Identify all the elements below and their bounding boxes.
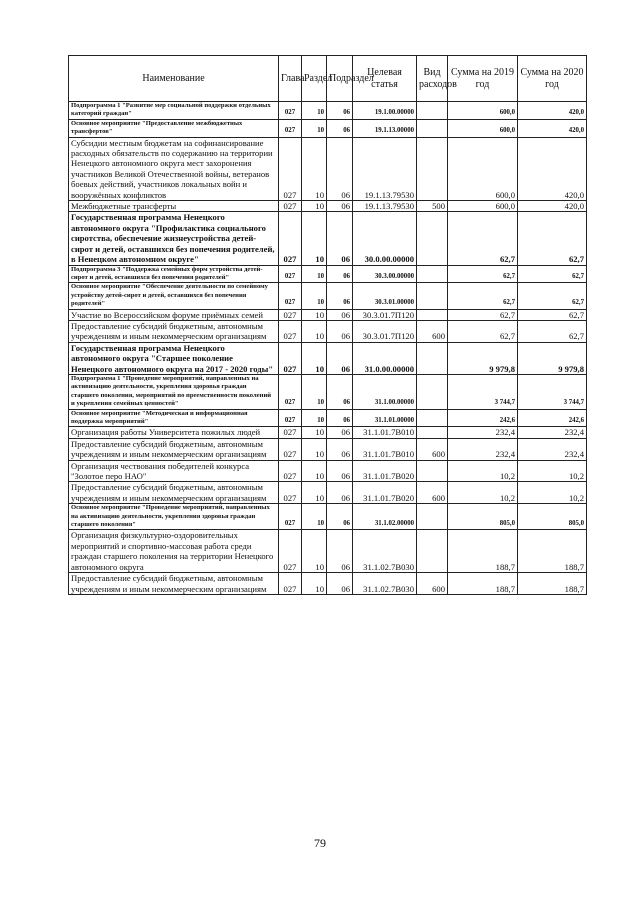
cell-name: Основное мероприятие "Проведение мероприятий, направленных на активизацию деятельности, укрепления здоровья граждан старшего поколения" [69,504,279,530]
table-row [69,320,587,342]
cell-sum2020: 232,4 [518,427,587,438]
cell-podrazdel: 06 [327,342,353,374]
cell-sum2019: 10,2 [448,482,518,504]
cell-podrazdel: 06 [327,212,353,265]
cell-podrazdel: 06 [327,309,353,320]
table-row [69,137,587,200]
cell-podrazdel: 06 [327,201,353,212]
cell-razdel: 10 [302,320,327,342]
cell-razdel: 10 [302,482,327,504]
cell-glava: 027 [279,530,302,573]
cell-podrazdel: 06 [327,119,353,137]
cell-target: 19.1.13.79530 [353,201,417,212]
cell-glava: 027 [279,573,302,595]
cell-target: 30.3.01.00000 [353,283,417,309]
cell-glava: 027 [279,460,302,482]
cell-sum2019: 600,0 [448,201,518,212]
cell-name: Предоставление субсидий бюджетным, автономным учреждениям и иным некоммерческим организациям [69,320,279,342]
cell-sum2019: 600,0 [448,119,518,137]
table-row [69,119,587,137]
cell-glava: 027 [279,409,302,427]
cell-podrazdel: 06 [327,438,353,460]
table-row [69,409,587,427]
cell-sum2020: 188,7 [518,530,587,573]
cell-name: Межбюджетные трансферты [69,201,279,212]
cell-glava: 027 [279,438,302,460]
cell-sum2020: 242,6 [518,409,587,427]
cell-vid: 600 [417,320,448,342]
table-row [69,342,587,374]
cell-razdel: 10 [302,573,327,595]
cell-glava: 027 [279,102,302,120]
cell-vid [417,102,448,120]
cell-glava: 027 [279,309,302,320]
cell-sum2019: 600,0 [448,137,518,200]
table-row [69,504,587,530]
cell-vid [417,460,448,482]
cell-target: 31.1.02.7В030 [353,573,417,595]
cell-podrazdel: 06 [327,320,353,342]
cell-podrazdel: 06 [327,137,353,200]
table-row [69,212,587,265]
cell-name: Предоставление субсидий бюджетным, автономным учреждениям и иным некоммерческим организациям [69,438,279,460]
cell-glava: 027 [279,320,302,342]
header-sum-2020: Сумма на 2020 год [518,56,587,102]
cell-sum2020: 62,7 [518,265,587,283]
cell-target: 30.3.01.7П120 [353,320,417,342]
cell-sum2019: 9 979,8 [448,342,518,374]
cell-vid [417,309,448,320]
cell-razdel: 10 [302,460,327,482]
cell-name: Предоставление субсидий бюджетным, автономным учреждениям и иным некоммерческим организациям [69,573,279,595]
cell-sum2019: 600,0 [448,102,518,120]
cell-glava: 027 [279,504,302,530]
budget-table-page [68,55,586,595]
cell-razdel: 10 [302,212,327,265]
cell-target: 31.1.02.00000 [353,504,417,530]
table-row [69,374,587,409]
cell-podrazdel: 06 [327,504,353,530]
cell-sum2019: 242,6 [448,409,518,427]
cell-sum2019: 232,4 [448,438,518,460]
cell-sum2020: 62,7 [518,283,587,309]
header-target: Целевая статья [353,56,417,102]
cell-razdel: 10 [302,374,327,409]
table-row [69,460,587,482]
cell-target: 31.0.00.00000 [353,342,417,374]
cell-razdel: 10 [302,530,327,573]
cell-glava: 027 [279,137,302,200]
cell-sum2020: 420,0 [518,119,587,137]
cell-sum2019: 3 744,7 [448,374,518,409]
cell-vid [417,342,448,374]
cell-sum2020: 805,0 [518,504,587,530]
cell-glava: 027 [279,201,302,212]
table-row [69,530,587,573]
cell-razdel: 10 [302,309,327,320]
cell-podrazdel: 06 [327,102,353,120]
header-razdel: Раздел [302,56,327,102]
cell-name: Подпрограмма 1 "Проведение мероприятий, направленных на активизацию деятельности, укрепления здоровья граждан старшего поколения, мероприятий по преемственности поколений и укрепления семейных ценностей" [69,374,279,409]
cell-vid: 600 [417,482,448,504]
cell-name: Организация физкультурно-оздоровительных мероприятий и спортивно-массовая работа среди граждан старшего поколения на территории Ненецкого автономного округа [69,530,279,573]
cell-razdel: 10 [302,342,327,374]
cell-sum2019: 805,0 [448,504,518,530]
cell-podrazdel: 06 [327,482,353,504]
cell-glava: 027 [279,265,302,283]
cell-glava: 027 [279,342,302,374]
cell-sum2020: 62,7 [518,309,587,320]
cell-podrazdel: 06 [327,283,353,309]
cell-name: Участие во Всероссийском форуме приёмных семей [69,309,279,320]
cell-glava: 027 [279,119,302,137]
page-number: 79 [314,836,326,850]
cell-target: 30.3.00.00000 [353,265,417,283]
cell-razdel: 10 [302,283,327,309]
cell-target: 19.1.00.00000 [353,102,417,120]
header-vid: Вид расходов [417,56,448,102]
table-row [69,283,587,309]
cell-sum2020: 420,0 [518,137,587,200]
cell-name: Субсидии местным бюджетам на софинансирование расходных обязательств по содержанию на территории Ненецкого автономного округа мест захоронения участников Великой Отечественной войны, ветеранов боевых действий, участников локальных войн и вооружённых конфликтов [69,137,279,200]
cell-vid [417,265,448,283]
cell-target: 31.1.01.7В010 [353,438,417,460]
table-row [69,201,587,212]
cell-sum2020: 10,2 [518,482,587,504]
cell-target: 31.1.00.00000 [353,374,417,409]
cell-target: 31.1.02.7В030 [353,530,417,573]
cell-razdel: 10 [302,265,327,283]
cell-target: 31.1.01.7В010 [353,427,417,438]
cell-sum2020: 9 979,8 [518,342,587,374]
cell-vid: 600 [417,573,448,595]
cell-target: 19.1.13.79530 [353,137,417,200]
cell-target: 31.1.01.7В020 [353,482,417,504]
table-row [69,102,587,120]
table-body [69,102,587,595]
cell-sum2019: 10,2 [448,460,518,482]
cell-glava: 027 [279,482,302,504]
cell-sum2019: 188,7 [448,530,518,573]
cell-razdel: 10 [302,201,327,212]
cell-vid [417,409,448,427]
cell-sum2020: 62,7 [518,212,587,265]
cell-vid [417,530,448,573]
cell-podrazdel: 06 [327,409,353,427]
header-podrazdel: Подраздел [327,56,353,102]
cell-razdel: 10 [302,102,327,120]
cell-podrazdel: 06 [327,374,353,409]
cell-razdel: 10 [302,409,327,427]
cell-razdel: 10 [302,119,327,137]
cell-sum2020: 420,0 [518,102,587,120]
cell-name: Государственная программа Ненецкого автономного округа "Профилактика социального сиротства, обеспечение жизнеустройства детей-сирот и детей, оставшихся без попечения родителей, в Ненецком автономном округе" [69,212,279,265]
cell-razdel: 10 [302,137,327,200]
cell-sum2019: 62,7 [448,212,518,265]
cell-glava: 027 [279,212,302,265]
cell-name: Организация работы Университета пожилых людей [69,427,279,438]
cell-name: Государственная программа Ненецкого автономного округа "Старшее поколение Ненецкого автономного округа на 2017 - 2020 годы" [69,342,279,374]
cell-sum2019: 62,7 [448,309,518,320]
cell-glava: 027 [279,374,302,409]
cell-sum2020: 62,7 [518,320,587,342]
cell-glava: 027 [279,283,302,309]
cell-target: 30.3.01.7П120 [353,309,417,320]
budget-table [68,55,587,595]
cell-vid [417,504,448,530]
cell-name: Основное мероприятие "Методическая и информационная поддержка мероприятий" [69,409,279,427]
table-row [69,438,587,460]
header-row [69,56,587,102]
cell-sum2020: 10,2 [518,460,587,482]
cell-podrazdel: 06 [327,265,353,283]
cell-vid [417,427,448,438]
cell-target: 30.0.00.00000 [353,212,417,265]
header-sum-2019: Сумма на 2019 год [448,56,518,102]
cell-target: 19.1.13.00000 [353,119,417,137]
table-row [69,427,587,438]
header-glava: Глава [279,56,302,102]
cell-name: Подпрограмма 3 "Поддержка семейных форм устройства детей-сирот и детей, оставшихся без попечения родителей" [69,265,279,283]
cell-target: 31.1.01.00000 [353,409,417,427]
cell-vid: 500 [417,201,448,212]
table-row [69,265,587,283]
cell-vid [417,119,448,137]
table-row [69,482,587,504]
cell-sum2020: 420,0 [518,201,587,212]
cell-name: Основное мероприятие "Обеспечение деятельности по семейному устройству детей-сирот и детей, оставшихся без попечения родителей" [69,283,279,309]
cell-vid [417,212,448,265]
cell-vid [417,374,448,409]
cell-name: Предоставление субсидий бюджетным, автономным учреждениям и иным некоммерческим организациям [69,482,279,504]
cell-podrazdel: 06 [327,530,353,573]
cell-glava: 027 [279,427,302,438]
cell-razdel: 10 [302,427,327,438]
table-row [69,573,587,595]
cell-vid: 600 [417,438,448,460]
cell-sum2019: 62,7 [448,265,518,283]
cell-sum2019: 62,7 [448,283,518,309]
cell-sum2020: 3 744,7 [518,374,587,409]
cell-name: Подпрограмма 1 "Развитие мер социальной поддержки отдельных категорий граждан" [69,102,279,120]
cell-sum2020: 232,4 [518,438,587,460]
header-name: Наименование [69,56,279,102]
cell-target: 31.1.01.7В020 [353,460,417,482]
table-row [69,309,587,320]
cell-sum2019: 62,7 [448,320,518,342]
cell-sum2019: 232,4 [448,427,518,438]
cell-name: Основное мероприятие "Предоставление межбюджетных трансфертов" [69,119,279,137]
cell-podrazdel: 06 [327,427,353,438]
cell-name: Организация чествования победителей конкурса "Золотое перо НАО" [69,460,279,482]
cell-razdel: 10 [302,438,327,460]
cell-podrazdel: 06 [327,460,353,482]
cell-podrazdel: 06 [327,573,353,595]
cell-razdel: 10 [302,504,327,530]
cell-vid [417,283,448,309]
cell-sum2020: 188,7 [518,573,587,595]
cell-vid [417,137,448,200]
cell-sum2019: 188,7 [448,573,518,595]
